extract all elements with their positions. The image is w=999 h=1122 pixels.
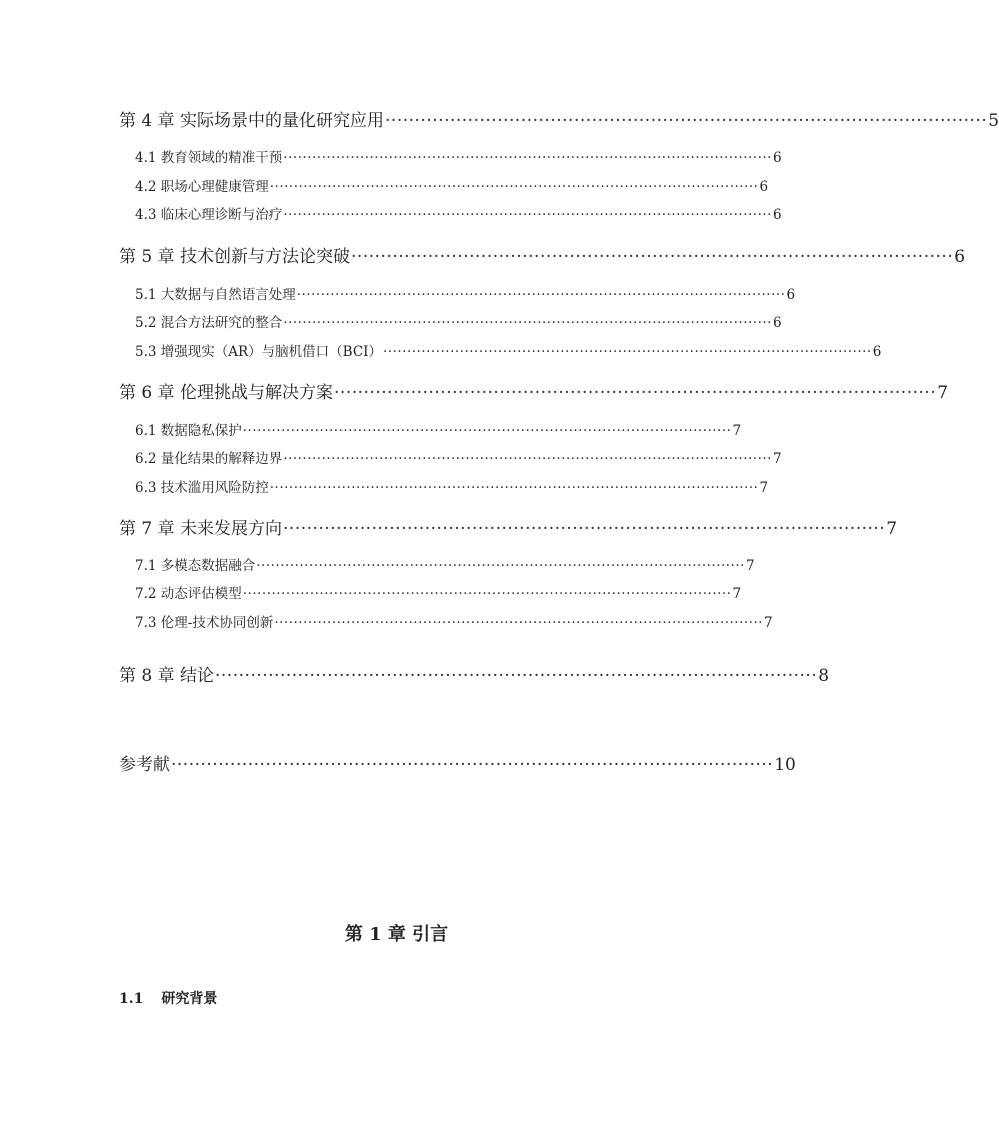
toc-title: 7.1 多模态数据融合 xyxy=(135,558,256,574)
toc-title: 7.2 动态评估模型 xyxy=(135,586,242,602)
toc-entry-4-3[interactable] xyxy=(135,203,782,223)
toc-entry-6-3[interactable] xyxy=(135,476,769,496)
toc-page: 7 xyxy=(937,383,949,403)
toc-leader: ······································································································ xyxy=(242,423,732,439)
toc-leader: ······································································································ xyxy=(296,287,786,303)
toc-entry-5-1[interactable] xyxy=(135,283,796,303)
toc-leader: ······································································································ xyxy=(269,179,759,195)
toc-leader: ······································································································ xyxy=(334,383,937,403)
toc-leader: ······································································································ xyxy=(351,247,954,267)
toc-leader: ······································································································ xyxy=(269,480,759,496)
toc-title: 参考献 xyxy=(119,755,170,775)
toc-page: 7 xyxy=(764,615,773,631)
toc-entry-5-3[interactable] xyxy=(135,340,882,360)
toc-leader: ······································································································ xyxy=(283,207,772,223)
toc-page: 6 xyxy=(954,247,966,267)
toc-entry-7-1[interactable] xyxy=(135,554,755,574)
toc-page: 8 xyxy=(818,666,830,686)
toc-page: 7 xyxy=(886,519,898,539)
toc-leader: ······································································································ xyxy=(283,315,772,331)
toc-page: 6 xyxy=(772,207,782,223)
toc-title: 6.2 量化结果的解释边界 xyxy=(135,451,283,467)
toc-page: 7 xyxy=(772,451,782,467)
toc-page: 7 xyxy=(732,423,742,439)
toc-title: 第 5 章 技术创新与方法论突破 xyxy=(119,247,351,267)
section-number: 1.1 xyxy=(119,991,144,1007)
toc-page: 6 xyxy=(872,344,882,360)
toc-page: 7 xyxy=(732,586,742,602)
toc-title: 6.3 技术滥用风险防控 xyxy=(135,480,269,496)
toc-title: 第 8 章 结论 xyxy=(119,666,215,686)
toc-page: 7 xyxy=(745,558,755,574)
toc-entry-chapter-6[interactable] xyxy=(119,378,949,403)
toc-title: 6.1 数据隐私保护 xyxy=(135,423,242,439)
toc-entry-4-1[interactable] xyxy=(135,146,782,166)
toc-title: 4.2 职场心理健康管理 xyxy=(135,179,269,195)
toc-title: 5.2 混合方法研究的整合 xyxy=(135,315,283,331)
toc-title: 5.1 大数据与自然语言处理 xyxy=(135,287,296,303)
toc-title: 4.3 临床心理诊断与治疗 xyxy=(135,207,283,223)
section-heading xyxy=(119,988,217,1008)
toc-leader: ······································································································ xyxy=(242,586,732,602)
toc-entry-chapter-5[interactable] xyxy=(119,242,966,267)
toc-page: 6 xyxy=(786,287,796,303)
toc-title: 5.3 增强现实（AR）与脑机借口（BCI） xyxy=(135,344,383,360)
toc-page: 7 xyxy=(759,480,769,496)
toc-leader: ······································································································ xyxy=(215,666,818,686)
toc-entry-references[interactable] xyxy=(119,750,796,775)
toc-title: 第 7 章 未来发展方向 xyxy=(119,519,283,539)
toc-title: 第 6 章 伦理挑战与解决方案 xyxy=(119,383,334,403)
toc-entry-chapter-7[interactable] xyxy=(119,514,898,539)
toc-leader: ······································································································ xyxy=(283,451,772,467)
toc-page: 6 xyxy=(759,179,769,195)
toc-entry-6-2[interactable] xyxy=(135,447,782,467)
toc-entry-4-2[interactable] xyxy=(135,175,769,195)
toc-title: 第 4 章 实际场景中的量化研究应用 xyxy=(119,111,385,131)
section-title: 研究背景 xyxy=(161,991,218,1007)
toc-title: 4.1 教育领域的精准干预 xyxy=(135,150,283,166)
toc-page: 6 xyxy=(772,315,782,331)
toc-entry-chapter-4[interactable] xyxy=(119,106,999,131)
toc-leader: ······································································································ xyxy=(274,615,764,631)
toc-page: 10 xyxy=(774,755,796,775)
toc-page: 5 xyxy=(988,111,999,131)
toc-leader: ······································································································ xyxy=(171,755,774,775)
toc-leader: ······································································································ xyxy=(385,111,988,131)
toc-page: 6 xyxy=(772,150,782,166)
toc-entry-6-1[interactable] xyxy=(135,419,742,439)
toc-entry-7-2[interactable] xyxy=(135,582,742,602)
toc-entry-7-3[interactable] xyxy=(135,611,773,631)
toc-entry-chapter-8[interactable] xyxy=(119,661,830,686)
toc-leader: ······································································································ xyxy=(283,519,886,539)
toc-title: 7.3 伦理-技术协同创新 xyxy=(135,615,274,631)
toc-entry-5-2[interactable] xyxy=(135,311,782,331)
chapter-title: 第 1 章 引言 xyxy=(344,924,449,945)
toc-leader: ······································································································ xyxy=(256,558,745,574)
toc-leader: ······································································································ xyxy=(383,344,872,360)
toc-leader: ······································································································ xyxy=(283,150,772,166)
